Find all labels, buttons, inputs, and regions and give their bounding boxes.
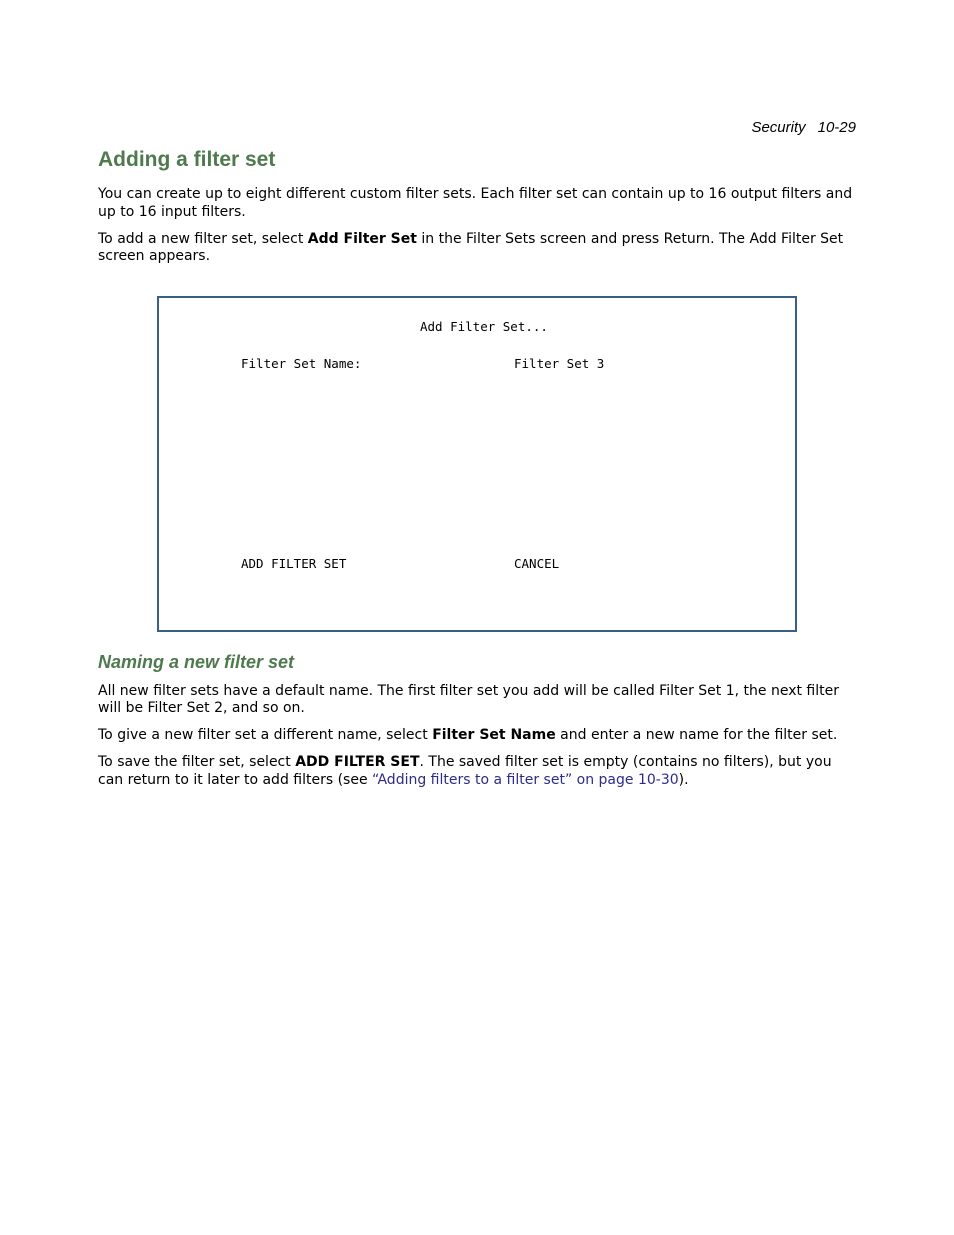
text-run: and enter a new name for the filter set. [555,727,838,743]
section-heading: Adding a filter set [98,148,276,171]
bold-term: Add Filter Set [307,230,417,247]
default-name-paragraph: All new filter sets have a default name. The first filter set you add will be called Filter Set 1, the next filter will be Filter Set 2, and so on. [98,682,839,716]
text-run: To give a new filter set a different name, select [98,727,433,743]
filter-set-name-field[interactable]: Filter Set 3 [514,355,605,371]
intro-paragraph: You can create up to eight different custom filter sets. Each filter set can contain up to 16 output filters and up to 16 input filters. [98,186,853,220]
text-run: To add a new filter set, select [98,230,308,247]
cancel-button[interactable]: CANCEL [514,555,560,571]
add-filter-set-screen [157,296,797,632]
save-paragraph [98,754,858,789]
header-page-number: 10-29 [817,119,856,136]
page-content [98,146,858,799]
subsection-heading: Naming a new filter set [98,651,295,672]
bold-term: ADD FILTER SET [295,754,420,770]
text-run: . The saved filter set is empty (contains no filters), but you can return to it later to add filters (see [98,754,832,788]
cross-reference-link[interactable]: “Adding filters to a filter set” on page 10-30 [372,771,679,788]
text-run: in the Filter Sets screen and press Return. The Add Filter Set screen appears. [98,230,844,264]
screen-title: Add Filter Set... [420,318,548,334]
text-run: ). [678,771,689,788]
text-run: To save the filter set, select [98,754,296,770]
add-instructions-paragraph [98,231,858,266]
rename-paragraph [98,727,858,745]
bold-term: Filter Set Name [432,727,556,743]
add-filter-set-button[interactable]: ADD FILTER SET [241,555,347,571]
running-header [751,119,856,136]
filter-set-name-label: Filter Set Name: [241,355,362,371]
header-section: Security [751,119,806,136]
